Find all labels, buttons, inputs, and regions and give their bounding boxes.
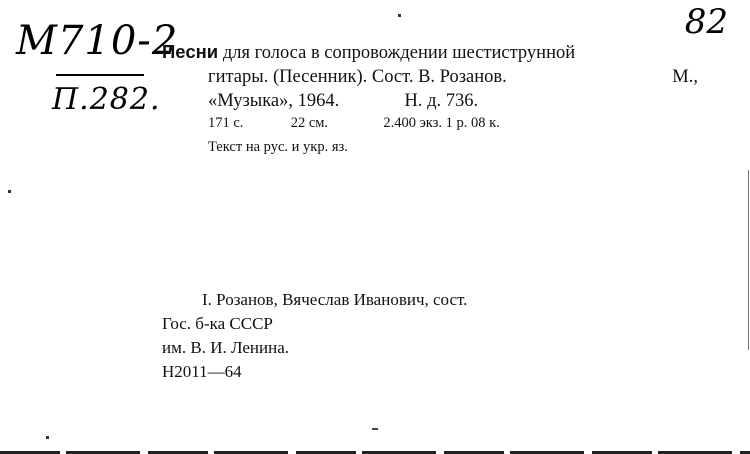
speck (372, 428, 378, 430)
speck (46, 436, 49, 439)
added-entry: I. Розанов, Вячеслав Иванович, сост. (202, 290, 468, 309)
entry-heading: Песни (162, 41, 219, 62)
card-number: 82 (684, 2, 728, 42)
language-note (162, 137, 722, 157)
shelfmark-bottom: П.282. (52, 82, 161, 117)
imprint-line (162, 89, 722, 113)
print-run-price: 2.400 экз. 1 р. 08 к. (383, 115, 500, 131)
speck (8, 190, 11, 193)
publisher: «Музыка», 1964. (208, 91, 340, 111)
title-text-2: гитары. (Песенник). Сост. В. Розанов. (208, 67, 507, 87)
title-text-1: для голоса в сопровождении шестиструнной (218, 43, 576, 63)
shelfmark-divider (56, 74, 144, 76)
size: 22 см. (290, 115, 329, 131)
library-line-1: Гос. б-ка СССР (162, 314, 273, 333)
plate-number: Н. д. 736. (404, 91, 479, 111)
library-line-2: им. В. И. Ленина. (162, 338, 290, 357)
tracing-block (162, 288, 467, 384)
speck (398, 14, 401, 17)
title-line-1 (162, 40, 722, 65)
pages: 171 с. (208, 115, 244, 131)
title-line-2 (162, 65, 722, 89)
card-edge (748, 170, 749, 350)
language-note-text: Текст на рус. и укр. яз. (208, 139, 348, 155)
bibliographic-entry (162, 40, 722, 157)
publication-place: М., (672, 67, 698, 87)
shelfmark-top: M710-2 (16, 18, 179, 64)
card-code: Н2011—64 (162, 362, 242, 381)
collation-line (162, 113, 722, 133)
